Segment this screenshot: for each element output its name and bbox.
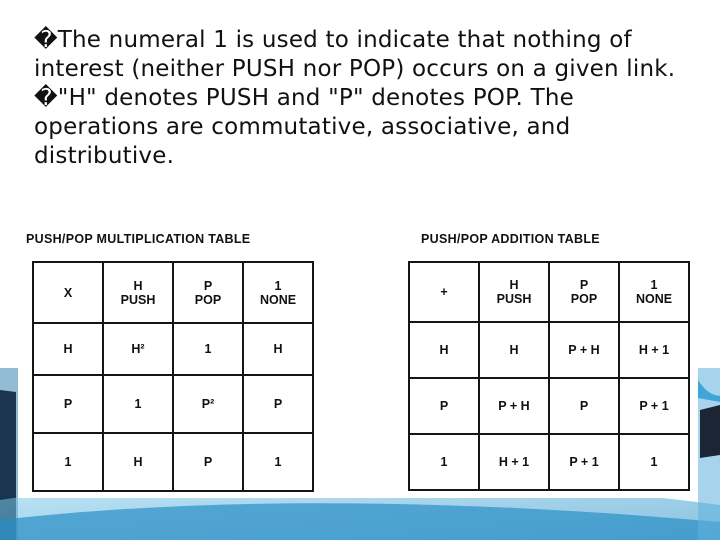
table-cell: P + 1 — [619, 378, 689, 434]
table-header-cell: H PUSH — [103, 262, 173, 323]
table-cell: 1 — [33, 433, 103, 491]
table-cell: 1 — [243, 433, 313, 491]
table-header-cell: + — [409, 262, 479, 322]
table-cell: P — [409, 378, 479, 434]
push-pop-tables-figure — [18, 226, 696, 498]
table-cell: H — [479, 322, 549, 378]
table-header-cell: H PUSH — [479, 262, 549, 322]
table-cell: H — [103, 433, 173, 491]
table-cell: H + 1 — [479, 434, 549, 490]
table-cell: P + H — [549, 322, 619, 378]
table-row — [33, 323, 313, 375]
table-cell: P + 1 — [549, 434, 619, 490]
table-header-cell: 1 NONE — [243, 262, 313, 323]
table-header-cell: X — [33, 262, 103, 323]
table-cell: P — [33, 375, 103, 433]
table-cell: H² — [103, 323, 173, 375]
addition-table-title: PUSH/POP ADDITION TABLE — [421, 232, 600, 246]
table-row — [33, 433, 313, 491]
table-cell: 1 — [409, 434, 479, 490]
table-row — [33, 375, 313, 433]
multiplication-table — [32, 261, 314, 492]
table-row — [409, 378, 689, 434]
table-header-cell: P POP — [173, 262, 243, 323]
table-cell: P + H — [479, 378, 549, 434]
table-cell: H + 1 — [619, 322, 689, 378]
table-header-cell: 1 NONE — [619, 262, 689, 322]
table-cell: 1 — [103, 375, 173, 433]
multiplication-table-title: PUSH/POP MULTIPLICATION TABLE — [26, 232, 251, 246]
table-row — [409, 434, 689, 490]
table-row — [409, 322, 689, 378]
table-cell: 1 — [173, 323, 243, 375]
bullet-paragraph-2: �"H" denotes PUSH and "P" denotes POP. The operations are commutative, associative, and distributive. — [34, 85, 574, 169]
slide-body-text — [34, 26, 694, 171]
table-cell: 1 — [619, 434, 689, 490]
table-cell: P² — [173, 375, 243, 433]
addition-table — [408, 261, 690, 491]
table-cell: H — [33, 323, 103, 375]
bullet-paragraph-1: �The numeral 1 is used to indicate that nothing of interest (neither PUSH nor POP) occurs on a given link. — [34, 27, 676, 82]
table-cell: P — [173, 433, 243, 491]
table-cell: H — [243, 323, 313, 375]
table-cell: H — [409, 322, 479, 378]
table-cell: P — [549, 378, 619, 434]
table-header-cell: P POP — [549, 262, 619, 322]
table-cell: P — [243, 375, 313, 433]
